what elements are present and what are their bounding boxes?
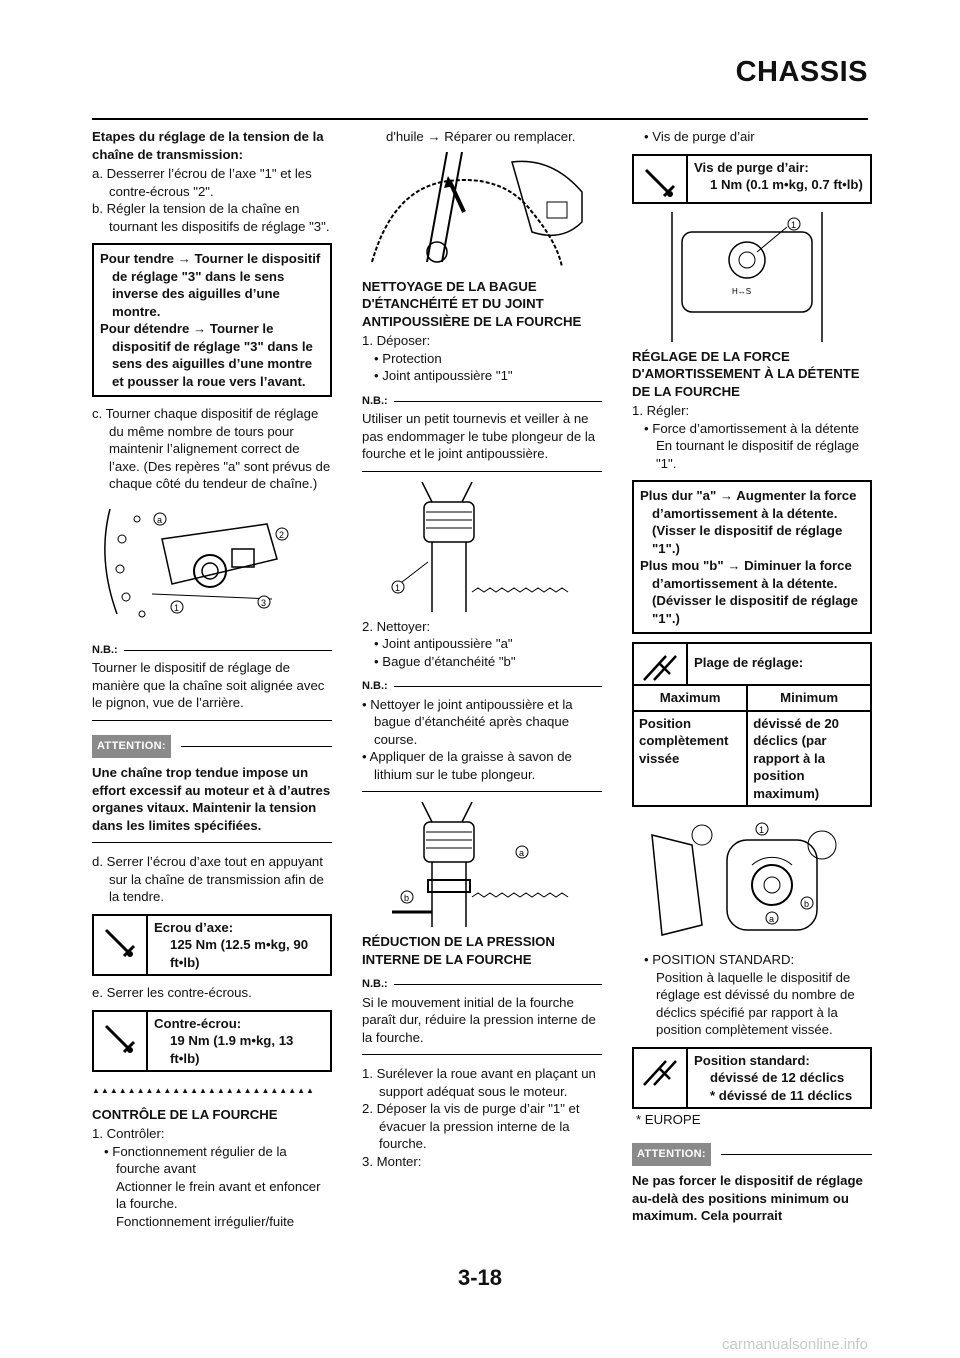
- pressure-title: RÉDUCTION DE LA PRESSION INTERNE DE LA FOURCHE: [362, 934, 555, 967]
- watermark: carmanualsonline.info: [722, 1336, 868, 1353]
- page-title: CHASSIS: [735, 56, 868, 88]
- wrench-icon: [94, 1012, 148, 1071]
- standard-bullet: • POSITION STANDARD:: [644, 952, 795, 967]
- note-block: [92, 642, 332, 721]
- fork-check-instruction: Actionner le frein avant et enfoncer la fourche.: [116, 1178, 321, 1211]
- rebound-step-1: 1. Régler:: [632, 403, 690, 418]
- adjust-range-title: Plage de réglage:: [694, 655, 804, 670]
- dust-seal-illustration: [362, 482, 592, 612]
- column-2: [362, 128, 602, 1170]
- note-text: Tourner le dispositif de réglage de manière que la chaîne soit alignée avec le pignon, vue de l’arrière.: [92, 660, 325, 710]
- wrench-icon: [634, 156, 688, 202]
- page-number: 3-18: [457, 1265, 503, 1290]
- oil-seal-illustration: [362, 802, 592, 927]
- svg-text:1: 1: [791, 219, 797, 230]
- axle-nut-title: Ecrou d’axe:: [154, 919, 234, 935]
- adjust-range-header: [632, 642, 872, 686]
- pressure-step-3: 3. Monter:: [362, 1153, 422, 1169]
- rebound-title: RÉGLAGE DE LA FORCE D'AMORTISSEMENT À LA DÉTENTE DE LA FOURCHE: [632, 348, 860, 399]
- chain-adjuster-illustration: [92, 499, 292, 634]
- rebound-adjuster-illustration: [632, 815, 862, 945]
- standard-value-1: dévissé de 12 déclics: [710, 1070, 845, 1085]
- svg-text:a: a: [769, 914, 775, 924]
- svg-text:H↔S: H↔S: [732, 286, 752, 296]
- note-bullet-2: • Appliquer de la graisse à savon de lithium sur le tube plongeur.: [362, 749, 572, 782]
- note-bullet-1: • Nettoyer le joint antipoussière et la bague d’étanchéité après chaque course.: [362, 696, 573, 747]
- svg-text:b: b: [404, 893, 410, 903]
- attention-label: ATTENTION:: [92, 735, 171, 759]
- attention-label: ATTENTION:: [632, 1143, 711, 1167]
- standard-value-2: * dévissé de 11 déclics: [710, 1087, 853, 1103]
- air-bleed-title: Vis de purge d’air:: [694, 159, 809, 175]
- svg-text:b: b: [804, 899, 810, 909]
- pressure-step-1: 1. Surélever la roue avant en plaçant un support adéquat sous le moteur.: [362, 1066, 596, 1099]
- seal-step-2-bullet-1: • Joint antipoussière "a": [374, 636, 513, 651]
- rebound-bullet: • Force d’amortissement à la détente: [644, 420, 859, 436]
- section-separator: ▲▲▲▲▲▲▲▲▲▲▲▲▲▲▲▲▲▲▲▲▲▲▲▲▲: [92, 1086, 315, 1095]
- step-c: c. Tourner chaque dispositif de réglage du même nombre de tours pour maintenir l’alignement correct de l’axe. (Des repères "a" sont prévus de chaque côté du tendeur de chaîne.): [92, 406, 331, 491]
- air-bleed-spec: [632, 154, 872, 204]
- wrench-icon: [94, 916, 148, 975]
- fork-check-action: d'huile → Réparer ou remplacer.: [386, 129, 576, 144]
- fork-check-bullet: • Fonctionnement régulier de la fourche avant: [104, 1143, 287, 1176]
- caliper-icon: [634, 1049, 688, 1108]
- note-block: [362, 393, 602, 472]
- rebound-box: [632, 480, 872, 634]
- caliper-icon: [634, 644, 688, 684]
- column-3: [632, 128, 872, 1227]
- range-max-value: Position complètement vissée: [633, 711, 747, 807]
- svg-text:a: a: [157, 514, 163, 525]
- svg-text:2: 2: [279, 529, 285, 540]
- seal-step-2: 2. Nettoyer:: [362, 618, 431, 634]
- attention-header: [632, 1143, 872, 1167]
- note-label: N.B.:: [362, 978, 388, 990]
- chain-tension-heading: Etapes du réglage de la tension de la chaîne de transmission:: [92, 129, 324, 162]
- step-a: a. Desserrer l’écrou de l’axe "1" et les contre-écrous "2".: [92, 166, 312, 199]
- air-bleed-value: 1 Nm (0.1 m•kg, 0.7 ft•lb): [710, 177, 863, 192]
- note-text: Utiliser un petit tournevis et veiller à ne pas endommager le tube plongeur de la fourche et le joint antipoussière.: [362, 411, 596, 461]
- adjust-range-table: [632, 686, 872, 807]
- note-label: N.B.:: [92, 643, 118, 656]
- tension-box-line-1: Pour tendre → Tourner le dispositif de réglage "3" dans le sens inverse des aiguilles d’une montre.: [100, 251, 321, 319]
- column-1: [92, 128, 332, 1230]
- fork-check-title: CONTRÔLE DE LA FOURCHE: [92, 1106, 278, 1122]
- axle-nut-value: 125 Nm (12.5 m•kg, 90 ft•lb): [170, 937, 309, 970]
- standard-text: Position à laquelle le dispositif de réglage est dévissé du nombre de déclics spécifié par rapport à la position complètement vissée.: [656, 969, 855, 1037]
- svg-text:1: 1: [759, 825, 765, 835]
- europe-note: * EUROPE: [636, 1112, 701, 1127]
- locknut-spec: [92, 1010, 332, 1073]
- seal-step-1-bullet-2: • Joint antipoussière "1": [374, 368, 513, 383]
- rebound-instruction: En tournant le dispositif de réglage "1".: [656, 438, 860, 471]
- seal-step-1: 1. Déposer:: [362, 333, 431, 348]
- range-min-value: dévissé de 20 déclics (par rapport à la position maximum): [747, 711, 871, 807]
- standard-title: Position standard:: [694, 1052, 810, 1068]
- svg-text:a: a: [519, 848, 525, 858]
- attention-text: Une chaîne trop tendue impose un effort excessif au moteur et à d’autres organes vitaux. Maintenir la tension dans les limites spécifiées.: [92, 765, 331, 833]
- fork-check-result: Fonctionnement irrégulier/fuite: [116, 1213, 295, 1229]
- attention-header: [92, 735, 332, 759]
- fork-check-step-1: 1. Contrôler:: [92, 1126, 165, 1141]
- axle-nut-spec: [92, 914, 332, 977]
- standard-spec: [632, 1047, 872, 1110]
- locknut-value: 19 Nm (1.9 m•kg, 13 ft•lb): [170, 1033, 294, 1066]
- svg-text:1: 1: [395, 582, 401, 593]
- seal-cleaning-title: NETTOYAGE DE LA BAGUE D'ÉTANCHÉITÉ ET DU JOINT ANTIPOUSSIÈRE DE LA FOURCHE: [362, 278, 582, 329]
- svg-text:1: 1: [174, 602, 180, 613]
- note-block: [362, 976, 602, 1055]
- attention-text: Ne pas forcer le dispositif de réglage au-delà des positions minimum ou maximum. Cela pourrait: [632, 1173, 863, 1223]
- tension-box: [92, 243, 332, 397]
- seal-step-2-bullet-2: • Bague d’étanchéité "b": [374, 653, 516, 669]
- header-rule: [92, 118, 868, 120]
- air-bleed-screw-illustration: [632, 212, 862, 342]
- pressure-step-2: 2. Déposer la vis de purge d’air "1" et évacuer la pression interne de la fourche.: [362, 1101, 580, 1151]
- seal-step-1-bullet-1: • Protection: [374, 350, 442, 366]
- rebound-box-line-1: Plus dur "a" → Augmenter la force d’amortissement à la détente. (Visser le dispositif de réglage "1".): [640, 488, 857, 556]
- note-label: N.B.:: [362, 394, 388, 407]
- note-block: [362, 678, 602, 792]
- front-fork-illustration: [362, 152, 592, 272]
- step-d: d. Serrer l’écrou d’axe tout en appuyant sur la chaîne de transmission afin de la tendre.: [92, 854, 324, 904]
- rebound-box-line-2: Plus mou "b" → Diminuer la force d’amortissement à la détente. (Dévisser le dispositif de réglage "1".): [640, 558, 858, 626]
- locknut-title: Contre-écrou:: [154, 1015, 242, 1031]
- range-col-max: Maximum: [633, 686, 747, 711]
- svg-text:3: 3: [261, 597, 267, 608]
- step-e: e. Serrer les contre-écrous.: [92, 985, 252, 1000]
- note-label: N.B.:: [362, 680, 388, 692]
- range-col-min: Minimum: [747, 686, 871, 711]
- step-b: b. Régler la tension de la chaîne en tournant les dispositifs de réglage "3".: [92, 201, 330, 234]
- note-text: Si le mouvement initial de la fourche paraît dur, réduire la pression interne de la fourche.: [362, 994, 596, 1045]
- air-bleed-bullet: • Vis de purge d’air: [644, 129, 755, 144]
- tension-box-line-2: Pour détendre → Tourner le dispositif de réglage "3" dans le sens des aiguilles d’une montre et pousser la roue vers l’avant.: [100, 321, 313, 389]
